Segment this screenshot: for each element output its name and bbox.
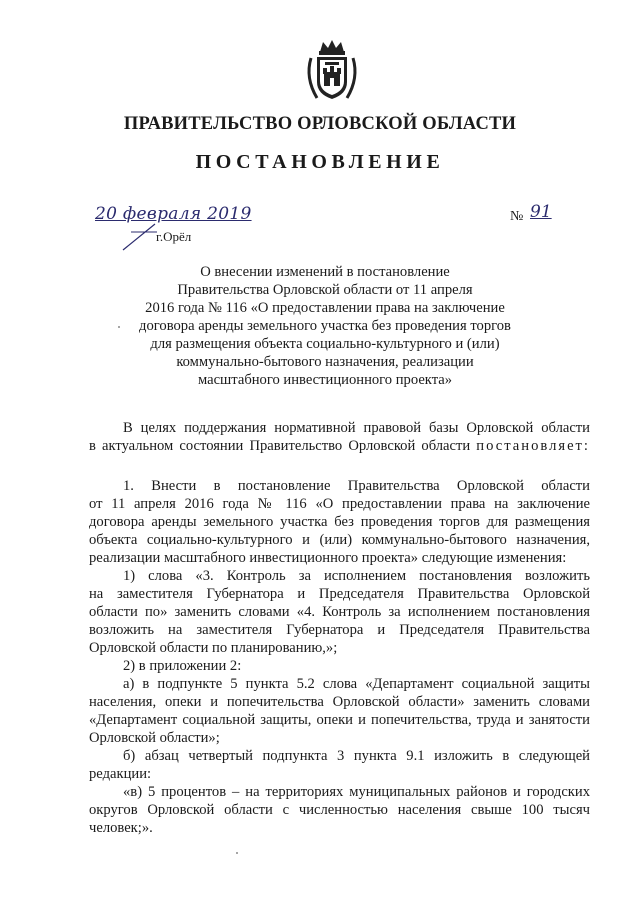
- document-number-label: №: [510, 209, 524, 224]
- coat-of-arms-icon: [303, 38, 361, 104]
- handwritten-document-number: 91: [530, 202, 552, 222]
- subject-line: масштабного инвестиционного проекта»: [197, 372, 453, 388]
- body-line: «Департамент социальной защиты, опеки и попечительства, труда и занятости: [89, 712, 590, 728]
- body-line: б) абзац четвертый подпункта 3 пункта 9.1 изложить в следующей: [123, 748, 590, 764]
- body-line: возложить на заместителя Губернатора и Председателя Правительства: [89, 622, 590, 638]
- body-line: Орловской области по планированию,»;: [89, 640, 338, 656]
- body-line: 1) слова «3. Контроль за исполнением постановления возложить: [123, 568, 590, 584]
- body-line: населения, опеки и попечительства Орловской области» заменить словами: [89, 694, 590, 710]
- subject-line: для размещения объекта социально-культурного и (или): [150, 336, 500, 352]
- subject-line: Правительства Орловской области от 11 апреля: [177, 282, 473, 298]
- body-line: а) в подпункте 5 пункта 5.2 слова «Департамент социальной защиты: [123, 676, 590, 692]
- subject-line: коммунально-бытового назначения, реализации: [176, 354, 474, 370]
- body-line: Орловской области»;: [89, 730, 220, 746]
- body-line: договора аренды земельного участка без проведения торгов для размещения: [89, 514, 590, 530]
- body-line: редакции:: [89, 766, 152, 782]
- document-subject: [80, 263, 570, 389]
- city-name: г.Орёл: [156, 229, 192, 244]
- preamble-text: в актуальном состоянии Правительство Орловской области: [89, 438, 477, 454]
- document-type: ПОСТАНОВЛЕНИЕ: [195, 151, 445, 173]
- subject-line: договора аренды земельного участка без проведения торгов: [139, 318, 511, 334]
- body-line: объекта социально-культурного и (или) коммунально-бытового назначения,: [89, 532, 590, 548]
- resolution-keyword: постановляет:: [476, 438, 590, 454]
- body-text: [89, 477, 590, 837]
- body-line: на заместителя Губернатора и Председателя Правительства Орловской: [89, 586, 590, 602]
- body-line: реализации масштабного инвестиционного проекта» следующие изменения:: [89, 550, 567, 566]
- body-line: 1. Внести в постановление Правительства Орловской области: [123, 478, 590, 494]
- date-underline-stroke: [117, 222, 157, 252]
- body-line: 2) в приложении 2:: [123, 658, 242, 674]
- body-line: округов Орловской области с численностью населения свыше 100 тысяч: [89, 802, 590, 818]
- scan-speck: [118, 326, 120, 328]
- body-line: человек;».: [89, 820, 153, 836]
- preamble-line: [89, 437, 590, 455]
- body-line: от 11 апреля 2016 года № 116 «О предоставлении права на заключение: [89, 496, 590, 512]
- body-line: области по» заменить словами «4. Контроль за исполнением постановления: [89, 604, 590, 620]
- body-line: «в) 5 процентов – на территориях муниципальных районов и городских: [123, 784, 590, 800]
- subject-line: 2016 года № 116 «О предоставлении права на заключение: [145, 300, 505, 316]
- handwritten-date: 20 февраля 2019: [95, 204, 252, 224]
- scan-speck: [236, 852, 238, 854]
- government-name: ПРАВИТЕЛЬСТВО ОРЛОВСКОЙ ОБЛАСТИ: [123, 114, 517, 134]
- preamble: [89, 419, 590, 455]
- preamble-line: В целях поддержания нормативной правовой базы Орловской области: [123, 420, 590, 436]
- subject-line: О внесении изменений в постановление: [200, 264, 450, 280]
